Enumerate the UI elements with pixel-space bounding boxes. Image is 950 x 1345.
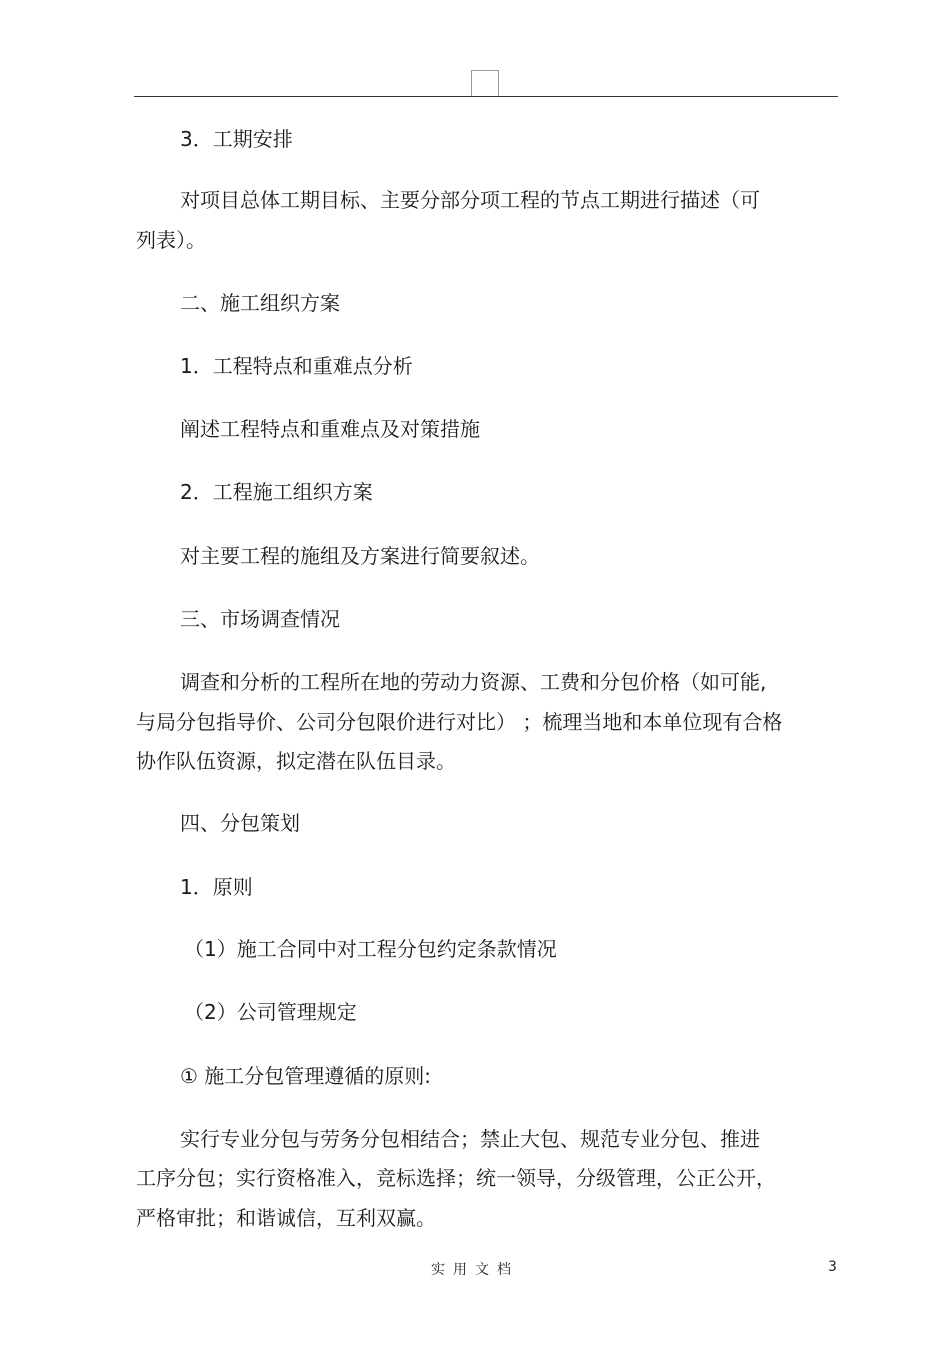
paragraph-line: 严格审批；和谐诚信，互利双赢。 (136, 1206, 436, 1230)
section-heading: 1．原则 (180, 875, 253, 899)
paragraph-line: 对主要工程的施组及方案进行简要叙述。 (180, 544, 540, 568)
header-rule (134, 96, 838, 97)
paragraph-line: 协作队伍资源，拟定潜在队伍目录。 (136, 749, 456, 773)
chapter-heading: 三、市场调查情况 (180, 607, 340, 631)
section-heading: 1．工程特点和重难点分析 (180, 354, 413, 378)
page-number: 3 (828, 1259, 837, 1275)
chapter-heading: 二、施工组织方案 (180, 291, 340, 315)
paragraph-line: 与局分包指导价、公司分包限价进行对比） ；梳理当地和本单位现有合格 (136, 710, 783, 734)
section-heading: 3．工期安排 (180, 127, 293, 151)
paragraph-line: 工序分包；实行资格准入，竞标选择；统一领导，分级管理，公正公开， (136, 1166, 776, 1190)
chapter-heading: 四、分包策划 (180, 811, 300, 835)
header-decoration (471, 70, 499, 97)
list-item-heading: ① 施工分包管理遵循的原则: (180, 1064, 432, 1088)
subsection-heading: （2）公司管理规定 (184, 1000, 357, 1024)
subsection-heading: （1）施工合同中对工程分包约定条款情况 (184, 937, 557, 961)
paragraph-line: 实行专业分包与劳务分包相结合；禁止大包、规范专业分包、推进 (180, 1127, 760, 1151)
footer-label: 实用文档 (431, 1262, 519, 1278)
paragraph-line: 对项目总体工期目标、主要分部分项工程的节点工期进行描述（可 (180, 188, 760, 212)
paragraph-line: 列表）。 (136, 228, 206, 252)
paragraph-line: 阐述工程特点和重难点及对策措施 (180, 417, 480, 441)
paragraph-line: 调查和分析的工程所在地的劳动力资源、工费和分包价格（如可能, (180, 670, 767, 694)
section-heading: 2．工程施工组织方案 (180, 480, 373, 504)
